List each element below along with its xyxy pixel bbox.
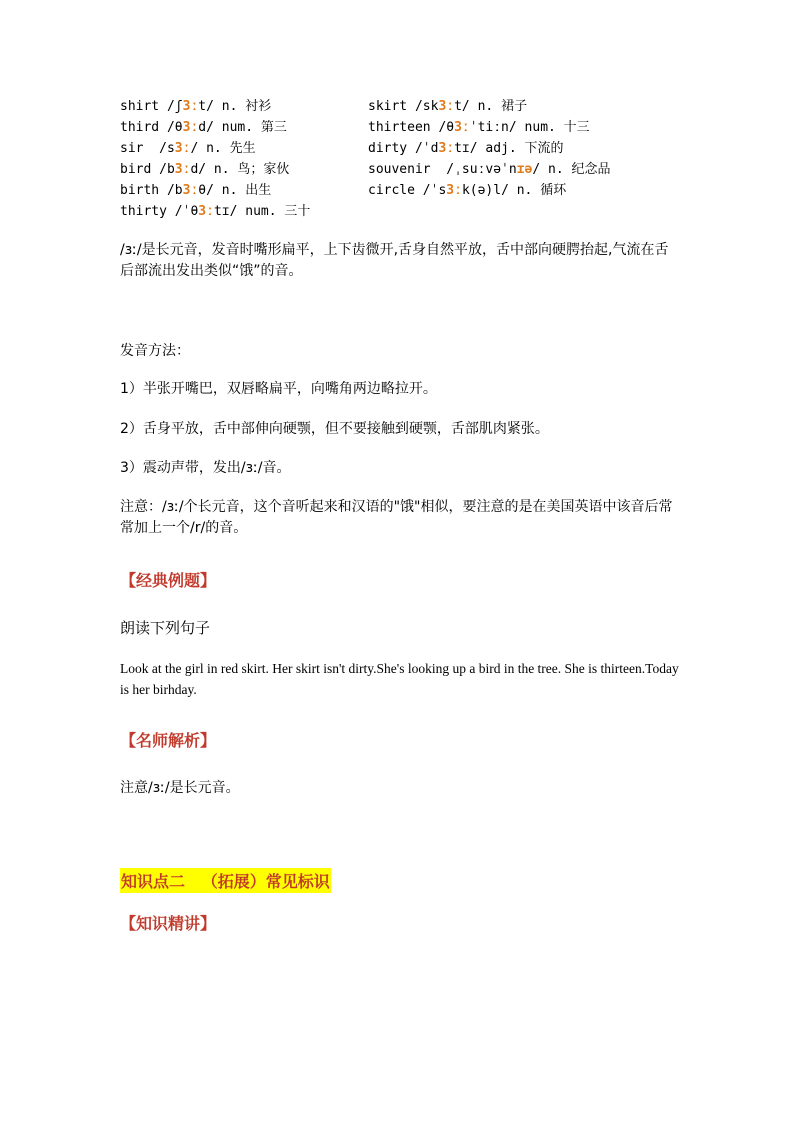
vocab-item-left-6: thirty /ˈθ3ːtɪ/ num. 三十 — [120, 204, 311, 219]
example-sentences: Look at the girl in red skirt. Her skirt isn't dirty.She's looking up a bird in the tree. She is thirteen.Today is her birhday. — [120, 661, 679, 697]
vocab-item-left-5: birth /b3ːθ/ n. 出生 — [120, 183, 272, 198]
method-title: 发音方法： — [120, 343, 190, 359]
knowledge-heading: 【知识精讲】 — [120, 914, 217, 933]
method-step-1: 1）半张开嘴巴，双唇略扁平，向嘴角两边略拉开。 — [120, 381, 437, 397]
method-step-2: 2）舌身平放，舌中部伸向硬颚，但不要接触到硬颚，舌部肌肉紧张。 — [120, 421, 549, 437]
vocab-item-left-2: third /θ3ːd/ num. 第三 — [120, 120, 287, 135]
analysis-text: 注意/ɜː/是长元音。 — [120, 780, 240, 796]
example-heading: 【经典例题】 — [120, 571, 217, 590]
note-paragraph: 注意：/ɜː/个长元音，这个音听起来和汉语的"饿"相似，要注意的是在美国英语中该音后常常加上一个/r/的音。 — [120, 499, 673, 536]
vocab-item-right-5: circle /ˈs3ːk(ə)l/ n. 循环 — [368, 183, 567, 198]
vocab-item-right-4: souvenir /ˌsuːvəˈnɪə/ n. 纪念品 — [368, 162, 611, 177]
method-step-3: 3）震动声带，发出/ɜː/音。 — [120, 460, 291, 476]
vocab-item-left-4: bird /b3ːd/ n. 鸟；家伙 — [120, 162, 290, 177]
vocab-item-right-2: thirteen /θ3ːˈtiːn/ num. 十三 — [368, 120, 590, 135]
vocabulary-list — [120, 96, 680, 222]
example-instruction: 朗读下列句子 — [120, 619, 211, 637]
pronunciation-description: /ɜː/是长元音，发音时嘴形扁平，上下齿微开,舌身自然平放，舌中部向硬腭抬起,气流在舌后部流出发出类似“饿”的音。 — [120, 242, 669, 279]
vocab-item-left-3: sir /s3ː/ n. 先生 — [120, 141, 256, 156]
section-heading: 知识点二 （拓展）常见标识 — [120, 868, 331, 893]
vocab-item-right-3: dirty /ˈd3ːtɪ/ adj. 下流的 — [368, 141, 564, 156]
vocab-item-right-1: skirt /sk3ːt/ n. 裙子 — [368, 99, 528, 114]
analysis-heading: 【名师解析】 — [120, 731, 217, 750]
vocab-item-left-1: shirt /ʃ3ːt/ n. 衬衫 — [120, 99, 272, 114]
